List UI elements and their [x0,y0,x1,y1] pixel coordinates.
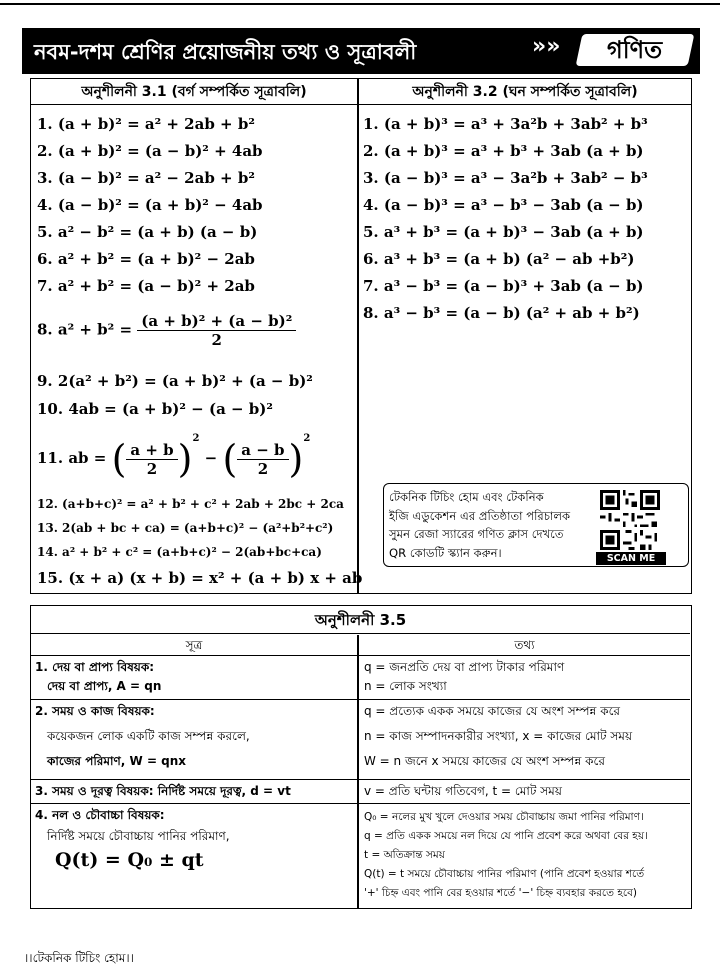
scan-me-label: SCAN ME [596,552,666,565]
ex32-formula-7: 7. a³ − b³ = (a − b)³ + 3ab (a − b) [363,277,644,295]
row2-formula: কাজের পরিমাণ, W = qnx [47,754,187,768]
ex31-header: অনুশীলনী 3.1 (বর্গ সম্পর্কিত সূত্রাবলি) [31,79,357,105]
formula-box [30,78,692,594]
ex31-formula-9: 9. 2(a² + b²) = (a + b)² + (a − b)² [37,372,313,390]
column-divider [357,79,359,593]
banner-title: নবম-দশম শ্রেণির প্রয়োজনীয় তথ্য ও সূত্রাবলী [34,40,417,64]
row1-info-1: q = জনপ্রতি দেয় বা প্রাপ্য টাকার পরিমাণ [364,660,565,674]
row4-info-5: '+' চিহ্ন এবং পানি বের হওয়ার শর্তে '−' চিহ্ন ব্যবহার করতে হবে) [364,887,638,899]
ex31-formula-6: 6. a² + b² = (a + b)² − 2ab [37,250,255,268]
promo-text [389,488,594,562]
formula-8-denominator: 2 [211,331,222,349]
ex35-title: অনুশীলনী 3.5 [31,606,690,634]
promo-line-2: ইজি এডুকেশন এর প্রতিষ্ঠাতা পরিচালক [389,508,571,523]
ex31-formula-7: 7. a² + b² = (a − b)² + 2ab [37,277,255,295]
qr-promo [383,483,689,567]
ex35-col-info: তথ্য [514,638,535,652]
qr-code-icon[interactable] [598,490,662,550]
formula-11-den2: 2 [257,459,269,478]
ex35-table [30,605,692,909]
row3-title: 3. সময় ও দূরত্ব বিষয়ক: নির্দিষ্ট সময়ে দূরত্ব, d = vt [35,784,291,798]
ex32-formula-8: 8. a³ − b³ = (a − b) (a² + ab + b²) [363,304,640,322]
ex31-formula-2: 2. (a + b)² = (a − b)² + 4ab [37,142,263,160]
ex31-formula-13: 13. 2(ab + bc + ca) = (a+b+c)² − (a²+b²+c²) [37,521,334,535]
ex31-formula-12: 12. (a+b+c)² = a² + b² + c² + 2ab + 2bc + 2ca [37,497,344,511]
formula-8-lhs: 8. a² + b² = [37,320,133,339]
formula-11-minus: − [204,449,218,467]
formula-11-den1: 2 [146,459,158,478]
chevrons-right-icon: »» [532,34,561,59]
ex32-formula-4: 4. (a − b)³ = a³ − b³ − 3ab (a − b) [363,196,644,214]
row4-title: 4. নল ও চৌবাচ্চা বিষয়ক: [35,808,165,822]
row2-title: 2. সময় ও কাজ বিষয়ক: [35,704,155,718]
ex31-formula-5: 5. a² − b² = (a + b) (a − b) [37,223,258,241]
row1-title: 1. দেয় বা প্রাপ্য বিষয়ক: [35,660,155,674]
footer-credit: ।।টেকনিক টিচিং হোম।। [24,951,134,965]
row2-info-1: q = প্রত্যেক একক সময়ে কাজের যে অংশ সম্পন্ন করে [364,704,621,718]
ex32-formula-2: 2. (a + b)³ = a³ + b³ + 3ab (a + b) [363,142,644,160]
row2-info-2: n = কাজ সম্পাদনকারীর সংখ্যা, x = কাজের মোট সময় [364,729,633,743]
formula-8-fraction [137,312,296,349]
ex31-formula-3: 3. (a − b)² = a² − 2ab + b² [37,169,255,187]
formula-8-numerator: (a + b)² + (a − b)² [137,312,296,331]
row1-info-2: n = লোক সংখ্যা [364,679,447,693]
formula-11-frac2 [237,441,288,478]
ex31-formula-11: 11. ab = ( $\frac{a + b}{2}$ )$^2$ − ( $\frac{a - b}{2}$ )$^2$ [37,433,311,481]
formula-11-exp1: 2 [192,433,200,444]
subject-label: গণিত [607,36,663,64]
row4-info-2: q = প্রতি একক সময়ে নল দিয়ে যে পানি প্রবেশ করে অথবা বের হয়। [364,830,648,842]
ex31-formula-4: 4. (a − b)² = (a + b)² − 4ab [37,196,263,214]
ex31-formula-10: 10. 4ab = (a + b)² − (a − b)² [37,400,273,418]
promo-line-4: QR কোডটি স্ক্যান করুন। [389,545,502,560]
title-banner [22,28,700,74]
ex32-formula-5: 5. a³ + b³ = (a + b)³ − 3ab (a + b) [363,223,644,241]
subject-tag [573,32,697,68]
formula-11-exp2: 2 [303,433,311,444]
row-divider [31,655,690,656]
row4-line-1: নির্দিষ্ট সময়ে চৌবাচ্চায় পানির পরিমাণ, [47,829,230,843]
row4-formula: Q(t) = Q₀ ± qt [55,849,204,871]
row-divider [31,803,690,804]
row4-info-4: Q(t) = t সময়ে চৌবাচ্চায় পানির পরিমাণ (পানি প্রবেশ হওয়ার শর্তে [364,868,645,880]
ex32-header: অনুশীলনী 3.2 (ঘন সম্পর্কিত সূত্রাবলি) [359,79,691,105]
promo-line-3: সুমন রেজা স্যারের গণিত ক্লাস দেখতে [389,527,564,541]
formula-11-num2: a − b [237,441,288,460]
promo-line-1: টেকনিক টিচিং হোম এবং টেকনিক [389,490,544,504]
ex31-formula-15: 15. (x + a) (x + b) = x² + (a + b) x + ab [37,569,363,587]
row2-info-3: W = n জনে x সময়ে কাজের যে অংশ সম্পন্ন করে [364,754,605,768]
ex31-formula-1: 1. (a + b)² = a² + 2ab + b² [37,115,255,133]
ex31-formula-14: 14. a² + b² + c² = (a+b+c)² − 2(ab+bc+ca) [37,545,322,559]
formula-11-frac1 [126,441,177,478]
formula-11-num1: a + b [126,441,177,460]
ex35-column-divider [357,635,359,908]
row2-line-1: কয়েকজন লোক একটি কাজ সম্পন্ন করলে, [47,729,250,743]
row-divider [31,699,690,700]
top-rule [0,3,720,5]
ex35-col-formula: সূত্র [185,638,203,652]
ex32-formula-3: 3. (a − b)³ = a³ − 3a²b + 3ab² − b³ [363,169,648,187]
ex32-formula-1: 1. (a + b)³ = a³ + 3a²b + 3ab² + b³ [363,115,648,133]
formula-11-lhs: 11. ab = [37,449,107,467]
row-divider [31,779,690,780]
row4-info-1: Q₀ = নলের মুখ খুলে দেওয়ার সময় চৌবাচ্চায় জমা পানির পরিমাণ। [364,811,644,823]
row1-formula: দেয় বা প্রাপ্য, A = qn [47,679,162,693]
ex31-formula-8 [37,312,296,349]
ex32-formula-6: 6. a³ + b³ = (a + b) (a² − ab +b²) [363,250,635,268]
row4-info-3: t = অতিক্রান্ত সময় [364,849,445,861]
row3-info-1: v = প্রতি ঘন্টায় গতিবেগ, t = মোট সময় [364,784,562,798]
